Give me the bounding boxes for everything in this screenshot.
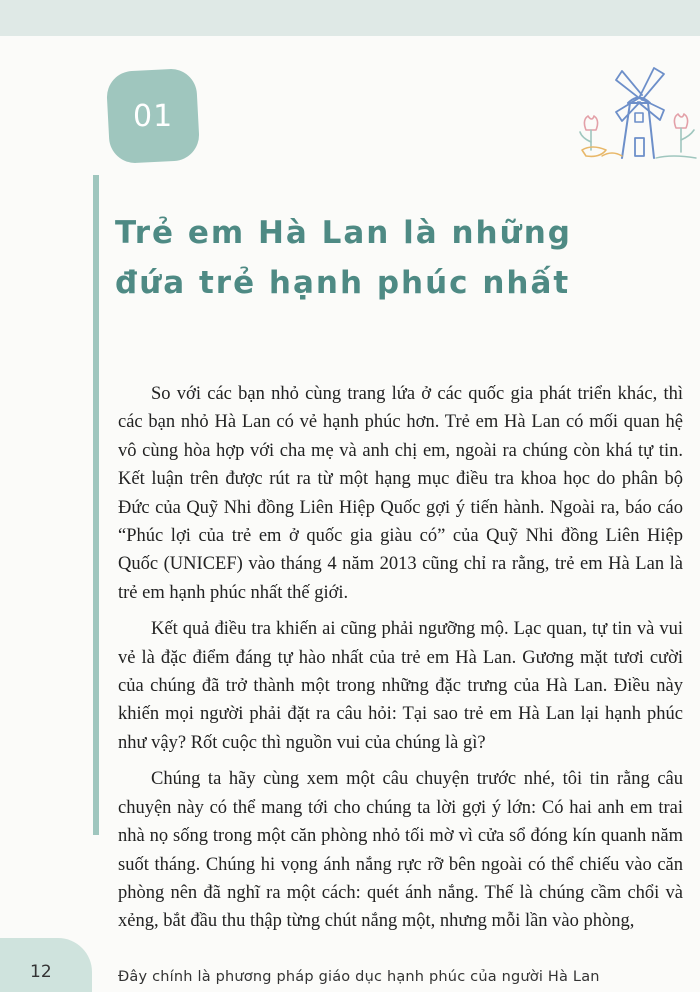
chapter-number: 01	[132, 98, 174, 134]
top-band	[0, 0, 700, 36]
title-accent-bar	[93, 175, 99, 835]
chapter-title-line-2: đứa trẻ hạnh phúc nhất	[115, 265, 571, 301]
chapter-title	[115, 208, 675, 308]
windmill-tulips-icon	[572, 58, 700, 168]
paragraph: Chúng ta hãy cùng xem một câu chuyện trước nhé, tôi tin rằng câu chuyện này có thể mang tới cho chúng ta lời gợi ý lớn: Có hai anh em trai nhà nọ sống trong một căn phòng nhỏ tối mờ vì cửa sổ đóng kín quanh năm suốt tháng. Chúng hi vọng ánh nắng rực rỡ bên ngoài có thể chiếu vào căn phòng nên đã nghĩ ra một cách: quét ánh nắng. Thế là chúng cầm chổi và xẻng, bắt đầu thu thập từng chút nắng một, nhưng mỗi lần vào phòng,	[118, 769, 683, 932]
running-footer: Đây chính là phương pháp giáo dục hạnh phúc của người Hà Lan	[118, 969, 600, 985]
chapter-badge	[106, 68, 201, 165]
page-number: 12	[30, 962, 52, 982]
body-text	[118, 380, 683, 944]
paragraph: Kết quả điều tra khiến ai cũng phải ngưỡng mộ. Lạc quan, tự tin và vui vẻ là đặc điểm đáng tự hào nhất của trẻ em Hà Lan. Gương mặt tươi cười của chúng đã trở thành một trong những đặc trưng của Hà Lan. Điều này khiến mọi người phải đặt ra câu hỏi: Tại sao trẻ em Hà Lan lại hạnh phúc như vậy? Rốt cuộc thì nguồn vui của chúng là gì?	[118, 619, 683, 753]
paragraph: So với các bạn nhỏ cùng trang lứa ở các quốc gia phát triển khác, thì các bạn nhỏ Hà Lan có vẻ hạnh phúc hơn. Trẻ em Hà Lan có mối quan hệ vô cùng hòa hợp với cha mẹ và anh chị em, ngoài ra chúng còn khá tự tin. Kết luận trên được rút ra từ một hạng mục điều tra khoa học do phân bộ Đức của Quỹ Nhi đồng Liên Hiệp Quốc gợi ý tiến hành. Ngoài ra, báo cáo “Phúc lợi của trẻ em ở quốc gia giàu có” của Quỹ Nhi đồng Liên Hiệp Quốc (UNICEF) vào tháng 4 năm 2013 cũng chỉ ra rằng, trẻ em Hà Lan là trẻ em hạnh phúc nhất thế giới.	[118, 384, 683, 603]
chapter-title-line-1: Trẻ em Hà Lan là những	[115, 215, 572, 251]
